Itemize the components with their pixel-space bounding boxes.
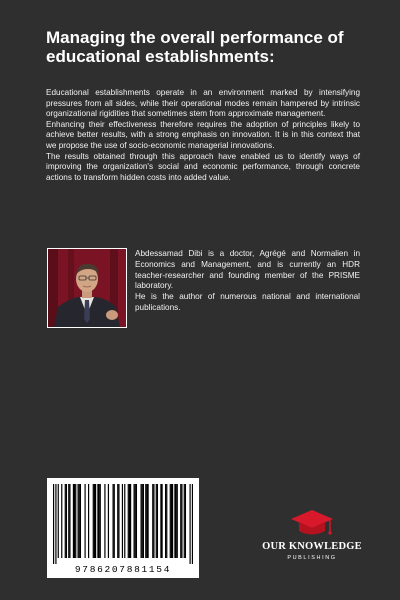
barcode-bar [130,484,131,558]
author-bio [135,249,360,314]
book-description [46,88,360,183]
barcode-bar [184,484,185,558]
graduation-cap-icon [290,508,334,540]
barcode-bars [53,484,193,564]
barcode-bar [79,484,80,558]
barcode-bar [66,484,67,558]
barcode-bar [142,484,143,558]
barcode-bar [153,484,154,558]
barcode-bar [73,484,74,558]
description-paragraph: Enhancing their effectiveness therefore requires the adoption of principles likely to achieve better results, with a strong emphasis on innovation. It is in this context that we propose the use of socio-economic managerial innovations. [46,119,360,150]
barcode-bar [145,484,146,558]
barcode-bar [122,484,123,558]
barcode-bar [190,484,191,564]
isbn-number: 9786207881154 [74,564,172,575]
barcode-bar [141,484,142,558]
barcode-bar [88,484,89,558]
barcode-bar [114,484,115,558]
barcode-bar [100,484,101,558]
barcode-bar [128,484,129,558]
barcode-bar [74,484,75,558]
barcode-bar [55,484,56,564]
barcode-bar [134,484,135,558]
barcode-bar [192,484,193,564]
barcode-bar [156,484,157,558]
barcode-bar [117,484,118,558]
barcode-bar [172,484,173,558]
barcode-bar [69,484,70,558]
barcode-bar [177,484,178,558]
barcode-bar [160,484,161,558]
publisher-logo-block [257,508,367,570]
barcode-bar [108,484,109,558]
barcode-bar [97,484,98,558]
barcode-bar [124,484,125,558]
barcode-bar [75,484,76,558]
barcode-bar [93,484,94,558]
barcode-bar [166,484,167,558]
barcode-bar [143,484,144,558]
barcode-bar [181,484,182,558]
barcode-bar [118,484,119,558]
barcode-bar [80,484,81,558]
barcode-bar [58,484,59,558]
description-paragraph: The results obtained through this approach have enabled us to identify ways of improving the organization's social and economic performance, through concrete actions to transform hidden costs into added value. [46,151,360,182]
barcode-bar [174,484,175,558]
author-bio-paragraph: He is the author of numerous national and international publications. [135,292,360,312]
barcode-bar [146,484,147,558]
author-portrait-image [48,249,126,327]
barcode-bar [95,484,96,558]
barcode-bar [53,484,54,564]
barcode-bar [61,484,62,558]
barcode-bar [113,484,114,558]
author-bio-paragraph: Abdessamad Dibi is a doctor, Agrégé and Normalien in Economics and Management, and is currently an HDR teacher-researcher and founding member of the PRISME laboratory. [135,249,360,291]
barcode-bar [135,484,136,558]
publisher-subtitle: PUBLISHING [287,555,337,561]
barcode-bar [99,484,100,558]
barcode-bar [94,484,95,558]
description-paragraph: Educational establishments operate in an environment marked by intensifying pressures from all sides, while their operational modes remain hampered by intrinsic organizational rigidities that sometimes stem from approximate management. [46,88,360,119]
barcode-bar [78,484,79,558]
barcode-bar [180,484,181,558]
barcode-bar [165,484,166,558]
barcode-bar [148,484,149,558]
barcode-bar [129,484,130,558]
barcode-bar [171,484,172,558]
book-title: Managing the overall performance of educational establishments: [46,28,344,66]
isbn-barcode [47,478,199,578]
barcode-bar [185,484,186,558]
barcode-bar [157,484,158,558]
barcode-bar [176,484,177,558]
barcode-bar [65,484,66,558]
barcode-bar [85,484,86,558]
author-photo [47,248,127,328]
barcode-bar [68,484,69,558]
barcode-bar [162,484,163,558]
barcode-bar [136,484,137,558]
barcode-bar [170,484,171,558]
barcode-bar [104,484,105,558]
publisher-name: OUR KNOWLEDGE [262,541,362,552]
barcode-bar [152,484,153,558]
